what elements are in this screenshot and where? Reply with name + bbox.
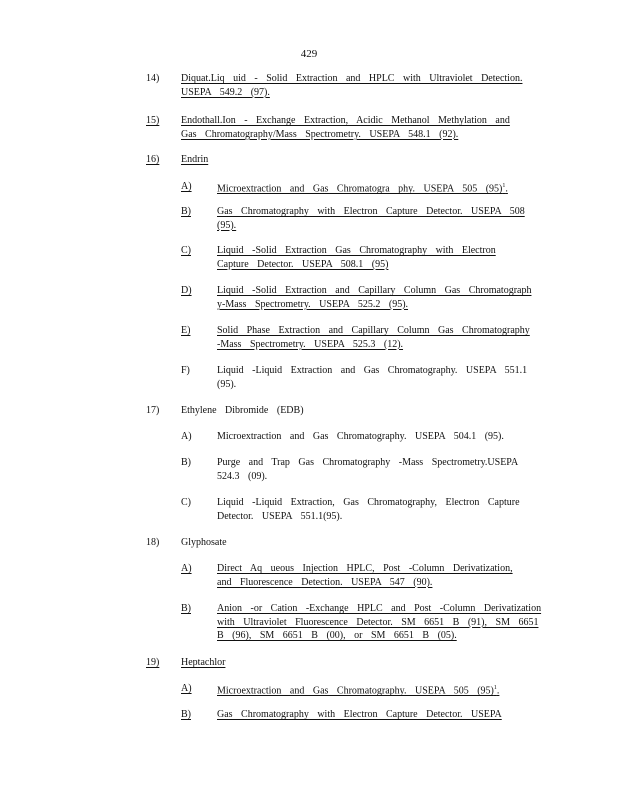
item-letter: A) [181, 181, 192, 192]
item-letter: B) [181, 709, 191, 720]
item-letter: B) [181, 206, 191, 217]
entry-title: Glyphosate [181, 537, 227, 548]
entry-number: 14) [146, 73, 160, 84]
item-letter: B) [181, 603, 191, 614]
entry-title: Ethylene Dibromide (EDB) [181, 405, 304, 416]
item-text: Liquid -Solid Extraction Gas Chromatography with Electron Capture Detector. USEPA 508.1 (95) [217, 245, 496, 270]
entry-number: 19) [146, 657, 160, 668]
item-text: Direct Aq ueous Injection HPLC, Post -Column Derivatization, and Fluorescence Detection. USEPA 547 (90). [217, 563, 513, 588]
entry-number: 17) [146, 405, 160, 416]
item-text: Liquid -Liquid Extraction and Gas Chromatography. USEPA 551.1 (95). [217, 365, 528, 390]
item-letter: E) [181, 325, 191, 336]
entry-number: 18) [146, 537, 160, 548]
entry-title: Endothall.Ion - Exchange Extraction, Acidic Methanol Methylation and Gas Chromatography/Mass Spectrometry. USEPA 548.1 (92). [181, 115, 510, 140]
item-text: Anion -or Cation -Exchange HPLC and Post -Column Derivatization with Ultraviolet Fluorescence Detector. SM 6651 B (91), SM 6651 B (96), SM 6651 B (00), or SM 6651 B (05). [217, 603, 542, 641]
entry-title: Heptachlor [181, 657, 226, 668]
item-text: Microextraction and Gas Chromatography. USEPA 505 $(95)^1$. [217, 685, 500, 697]
item-letter: C) [181, 497, 191, 508]
item-letter: A) [181, 563, 192, 574]
item-letter: B) [181, 457, 191, 468]
item-text: Liquid -Liquid Extraction, Gas Chromatography, Electron Capture Detector. USEPA 551.1(95). [217, 497, 520, 522]
item-text: Microextraction and Gas Chromatography. USEPA 504.1 (95). [217, 431, 504, 442]
item-text: Microextraction and Gas Chromatogra phy. USEPA 505 $(95)^1$. [217, 183, 508, 195]
entry-title: Endrin [181, 154, 209, 165]
item-letter: A) [181, 683, 192, 694]
item-text: Gas Chromatography with Electron Capture Detector. USEPA [217, 709, 502, 720]
item-letter: D) [181, 285, 192, 296]
entry-number: 15) [146, 115, 160, 126]
item-text: Gas Chromatography with Electron Capture Detector. USEPA 508 (95). [217, 206, 525, 231]
item-text: Solid Phase Extraction and Capillary Column Gas Chromatography -Mass Spectrometry. USEPA 525.3 (12). [217, 325, 530, 350]
item-letter: A) [181, 431, 192, 442]
entry-title: Diquat.Liq uid - Solid Extraction and HPLC with Ultraviolet Detection. USEPA 549.2 (97). [181, 73, 523, 98]
item-letter: C) [181, 245, 191, 256]
entry-number: 16) [146, 154, 160, 165]
item-letter: F) [181, 365, 190, 376]
item-text: Liquid -Solid Extraction and Capillary Column Gas Chromatograph y-Mass Spectrometry. USEPA 525.2 (95). [217, 285, 532, 310]
item-text: Purge and Trap Gas Chromatography -Mass Spectrometry.USEPA 524.3 (09). [217, 457, 518, 482]
page-number: 429 [300, 48, 318, 60]
